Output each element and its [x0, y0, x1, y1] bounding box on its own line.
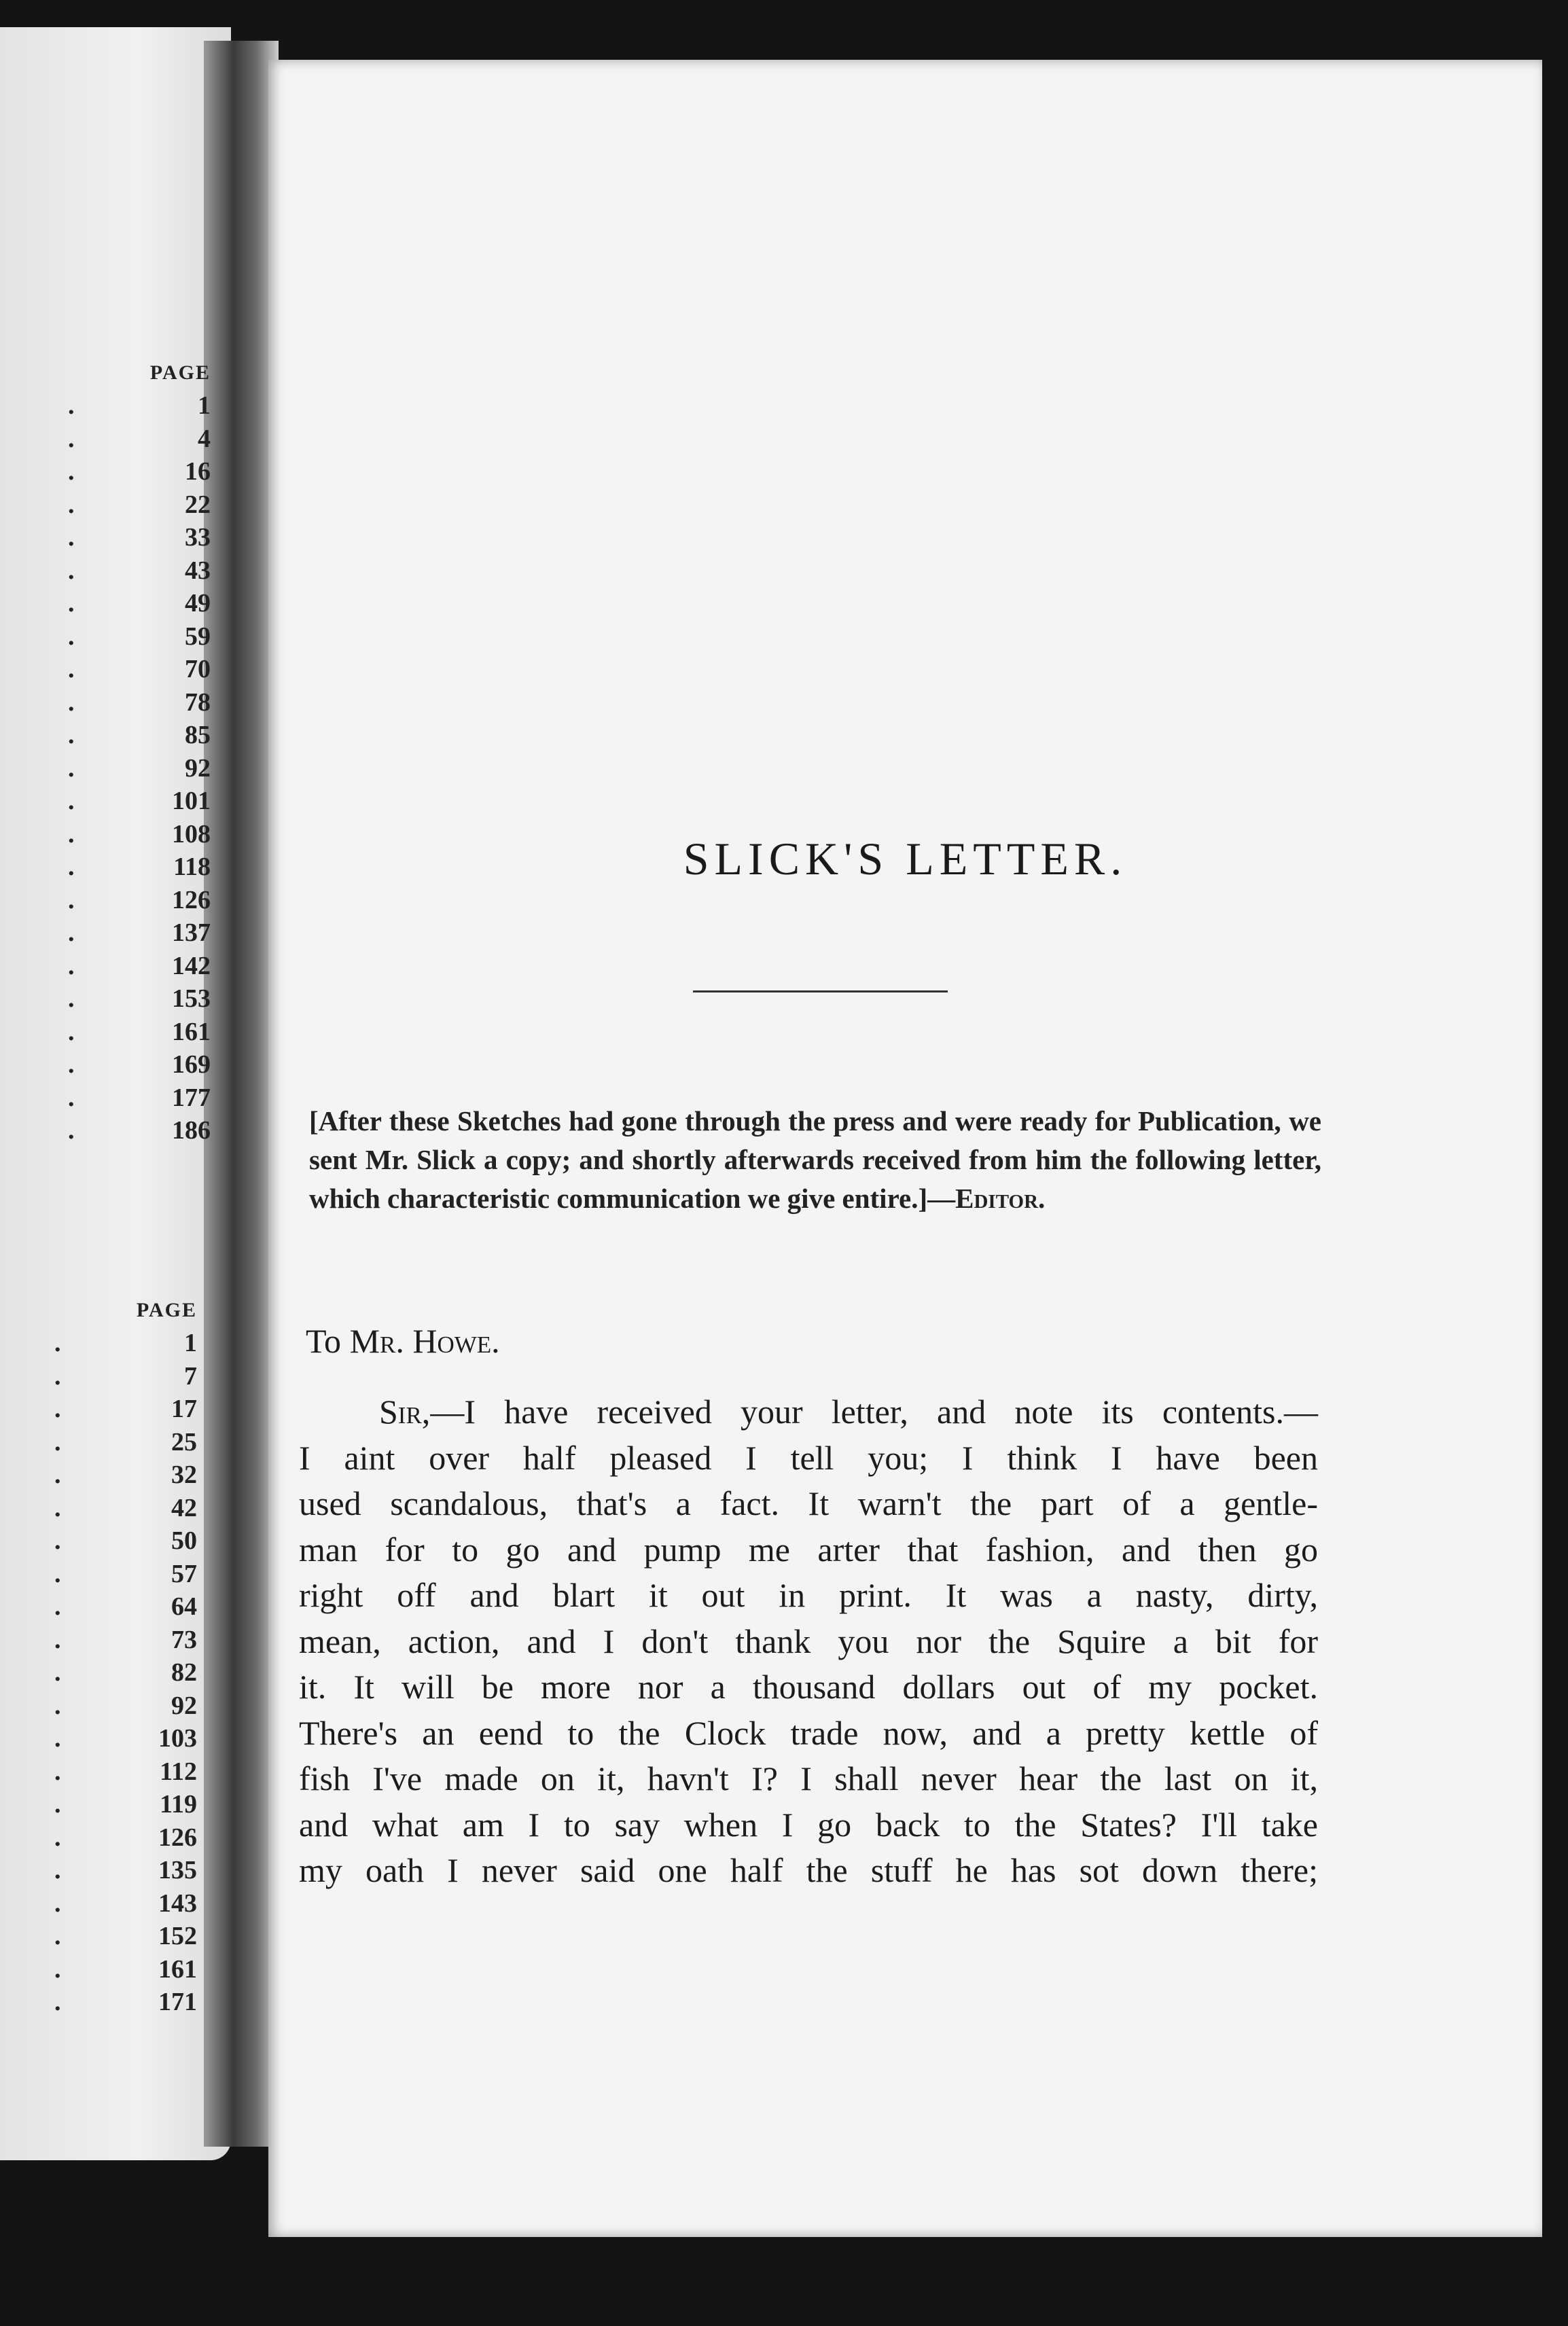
toc-entry — [68, 851, 211, 884]
toc-page-number: 112 — [160, 1757, 197, 1786]
toc-leader-dot: . — [68, 556, 75, 585]
toc-leader-dot: . — [54, 1361, 61, 1391]
toc-entry — [54, 1558, 197, 1591]
toc-leader-dot: . — [68, 753, 75, 783]
toc-leader-dot: . — [54, 1329, 61, 1357]
toc-leader-dot: . — [68, 787, 75, 815]
toc-entry — [68, 884, 211, 917]
letter-line-text: it. It will be more nor a thousand dollars out of my pocket. — [299, 1668, 1318, 1706]
toc-entry — [54, 1492, 197, 1525]
toc-page-number: 186 — [172, 1116, 211, 1145]
toc-entry — [68, 686, 211, 719]
toc-entry — [54, 1986, 197, 2019]
toc-page-number: 161 — [158, 1954, 197, 1984]
toc-leader-dot: . — [54, 1856, 61, 1884]
letter-line-text: used scandalous, that's a fact. It warn't the part of a gentle- — [299, 1484, 1318, 1522]
toc-entry — [68, 916, 211, 950]
toc-leader-dot: . — [54, 1461, 61, 1489]
toc-entry — [68, 653, 211, 686]
toc-entry — [54, 1327, 197, 1360]
toc-entry — [54, 1755, 197, 1789]
toc-leader-dot: . — [68, 885, 75, 914]
toc-leader-dot: . — [68, 951, 75, 980]
toc-entry — [54, 1624, 197, 1657]
toc-page-number: 82 — [171, 1658, 197, 1687]
letter-line-text: I aint over half pleased I tell you; I think I have been — [299, 1438, 1318, 1477]
letter-line — [299, 1619, 1318, 1665]
toc-entry — [68, 1048, 211, 1081]
toc-leader-dot: . — [68, 918, 75, 947]
book-gutter — [204, 41, 279, 2147]
toc-entry — [68, 1114, 211, 1147]
toc-page-number: 169 — [172, 1050, 211, 1079]
toc-leader-dot: . — [54, 1757, 61, 1786]
toc-page-number: 177 — [172, 1083, 211, 1112]
letter-line — [299, 1527, 1318, 1573]
toc-page-number: 101 — [172, 787, 211, 815]
toc-leader-dot: . — [54, 1526, 61, 1555]
toc-leader-dot: . — [54, 1427, 61, 1456]
toc-entry — [68, 950, 211, 983]
toc-leader-dot: . — [54, 1724, 61, 1753]
toc-entry — [54, 1590, 197, 1624]
toc-leader-dot: . — [54, 1988, 61, 2016]
toc-entry — [54, 1887, 197, 1920]
toc-entry — [54, 1393, 197, 1426]
toc-page-number: 59 — [185, 622, 211, 651]
toc-page-number: 1 — [184, 1329, 197, 1357]
toc-page-number: 22 — [185, 490, 211, 519]
toc-page-number: 78 — [185, 687, 211, 717]
toc-leader-dot: . — [54, 1658, 61, 1687]
toc-leader-dot: . — [54, 1625, 61, 1654]
letter-line-text: mean, action, and I don't thank you nor the Squire a bit for — [299, 1622, 1318, 1660]
toc-page-number: 126 — [158, 1823, 197, 1852]
letter-line — [299, 1435, 1318, 1482]
toc-leader-dot: . — [68, 457, 75, 486]
toc-entry — [68, 488, 211, 522]
editor-note — [309, 1102, 1321, 1218]
toc-leader-dot: . — [68, 1017, 75, 1046]
toc-page-number: 25 — [171, 1427, 197, 1456]
toc-page-number: 42 — [171, 1493, 197, 1522]
toc-page-number: 16 — [185, 457, 211, 486]
toc-page-number: 33 — [185, 523, 211, 552]
toc-leader-dot: . — [68, 853, 75, 881]
toc-page-number: 43 — [185, 556, 211, 585]
toc-entry — [68, 1016, 211, 1049]
toc-entry — [54, 1788, 197, 1821]
toc-page-number: 92 — [171, 1691, 197, 1720]
toc-leader-dot: . — [68, 984, 75, 1013]
letter-line-text: my oath I never said one half the stuff he has sot down there; — [299, 1851, 1318, 1889]
toc-leader-dot: . — [68, 721, 75, 749]
toc-page-number: 70 — [185, 655, 211, 683]
toc-entry — [68, 423, 211, 456]
toc-leader-dot: . — [68, 391, 75, 420]
toc-entry — [54, 1524, 197, 1558]
letter-opening: Sir, — [379, 1393, 431, 1431]
toc-leader-dot: . — [54, 1922, 61, 1950]
letter-salutation — [306, 1321, 1325, 1361]
toc-page-number: 108 — [172, 819, 211, 848]
toc-leader-dot: . — [68, 523, 75, 552]
toc-leader-dot: . — [68, 655, 75, 683]
toc-page-number: 103 — [158, 1724, 197, 1753]
toc-entry — [68, 818, 211, 851]
toc-leader-dot: . — [54, 1395, 61, 1423]
toc-page-number: 161 — [172, 1017, 211, 1046]
toc-page-number: 126 — [172, 885, 211, 914]
toc-leader-dot: . — [68, 622, 75, 651]
letter-line — [299, 1848, 1318, 1894]
title-rule — [693, 990, 948, 992]
toc-entry — [68, 455, 211, 488]
toc-leader-dot: . — [54, 1954, 61, 1984]
toc-page-number: 50 — [171, 1526, 197, 1555]
toc-column-upper — [68, 357, 211, 1147]
toc-page-number: 119 — [160, 1790, 197, 1819]
toc-page-number: 7 — [184, 1361, 197, 1391]
toc-entry — [54, 1854, 197, 1887]
toc-page-number: 137 — [172, 918, 211, 947]
toc-entry — [68, 752, 211, 785]
toc-page-number: 118 — [173, 853, 211, 881]
letter-body — [299, 1389, 1318, 1894]
toc-entry — [54, 1953, 197, 1986]
toc-entry — [68, 719, 211, 752]
toc-leader-dot: . — [68, 819, 75, 848]
toc-entry — [54, 1426, 197, 1459]
chapter-title: SLICK'S LETTER. — [683, 833, 1128, 884]
toc-page-number: 153 — [172, 984, 211, 1013]
toc-page-number: 32 — [171, 1461, 197, 1489]
toc-leader-dot: . — [68, 1050, 75, 1079]
toc-leader-dot: . — [68, 1116, 75, 1145]
toc-page-number: 73 — [171, 1625, 197, 1654]
toc-entry — [54, 1360, 197, 1393]
letter-line-text: There's an eend to the Clock trade now, and a pretty kettle of — [299, 1713, 1318, 1752]
letter-line — [299, 1664, 1318, 1711]
toc-page-number: 135 — [158, 1856, 197, 1884]
toc-leader-dot: . — [54, 1493, 61, 1522]
letter-line — [299, 1481, 1318, 1527]
toc-page-number: 85 — [185, 721, 211, 749]
toc-page-number: 1 — [198, 391, 211, 420]
letter-line-text: right off and blart it out in print. It was a nasty, dirty, — [299, 1576, 1318, 1614]
toc-page-number: 142 — [172, 951, 211, 980]
letter-line-text: —I have received your letter, and note its contents.— — [430, 1393, 1318, 1431]
letter-line — [299, 1389, 1318, 1435]
toc-entry — [68, 587, 211, 620]
toc-column-lower — [54, 1294, 197, 2019]
toc-page-number: 17 — [171, 1395, 197, 1423]
toc-page-number: 64 — [171, 1592, 197, 1621]
toc-page-number: 49 — [185, 589, 211, 618]
salutation-prefix: To — [306, 1322, 350, 1360]
toc-entry — [68, 1081, 211, 1115]
toc-entry — [68, 554, 211, 588]
letter-line-text: man for to go and pump me arter that fashion, and then go — [299, 1530, 1318, 1569]
toc-entry — [54, 1656, 197, 1689]
toc-leader-dot: . — [68, 687, 75, 717]
letter-line — [299, 1802, 1318, 1848]
toc-page-number: 92 — [185, 753, 211, 783]
toc-leader-dot: . — [54, 1559, 61, 1588]
toc-leader-dot: . — [54, 1823, 61, 1852]
toc-page-number: 143 — [158, 1889, 197, 1918]
toc-leader-dot: . — [68, 424, 75, 453]
toc-header: PAGE — [149, 361, 211, 384]
toc-page-number: 152 — [158, 1922, 197, 1950]
toc-page-number: 4 — [198, 424, 211, 453]
toc-entry — [68, 620, 211, 654]
toc-leader-dot: . — [54, 1592, 61, 1621]
toc-entry — [54, 1920, 197, 1953]
letter-line-text: and what am I to say when I go back to the States? I'll take — [299, 1805, 1318, 1844]
letter-line — [299, 1711, 1318, 1757]
toc-entry — [68, 521, 211, 554]
toc-entry — [54, 1821, 197, 1855]
toc-leader-dot: . — [54, 1889, 61, 1918]
toc-page-number: 57 — [171, 1559, 197, 1588]
letter-line — [299, 1756, 1318, 1802]
toc-entry — [68, 389, 211, 423]
toc-entry — [54, 1689, 197, 1723]
toc-page-number: 171 — [158, 1988, 197, 2016]
salutation-name: Mr. Howe. — [349, 1322, 500, 1360]
toc-entry — [68, 982, 211, 1016]
toc-leader-dot: . — [54, 1691, 61, 1720]
toc-header: PAGE — [136, 1299, 197, 1321]
letter-line-text: fish I've made on it, havn't I? I shall never hear the last on it, — [299, 1759, 1318, 1797]
toc-entry — [54, 1459, 197, 1492]
editor-signature: Editor. — [955, 1183, 1046, 1214]
letter-line — [299, 1573, 1318, 1619]
toc-entry — [54, 1722, 197, 1755]
toc-leader-dot: . — [54, 1790, 61, 1819]
toc-entry — [68, 785, 211, 818]
toc-leader-dot: . — [68, 589, 75, 618]
toc-leader-dot: . — [68, 490, 75, 519]
editor-note-text: [After these Sketches had gone through the press and were ready for Publication, we sent Mr. Slick a copy; and shortly afterwards received from him the following letter, which characteristic communication we give entire.]— — [309, 1105, 1321, 1214]
toc-leader-dot: . — [68, 1083, 75, 1112]
